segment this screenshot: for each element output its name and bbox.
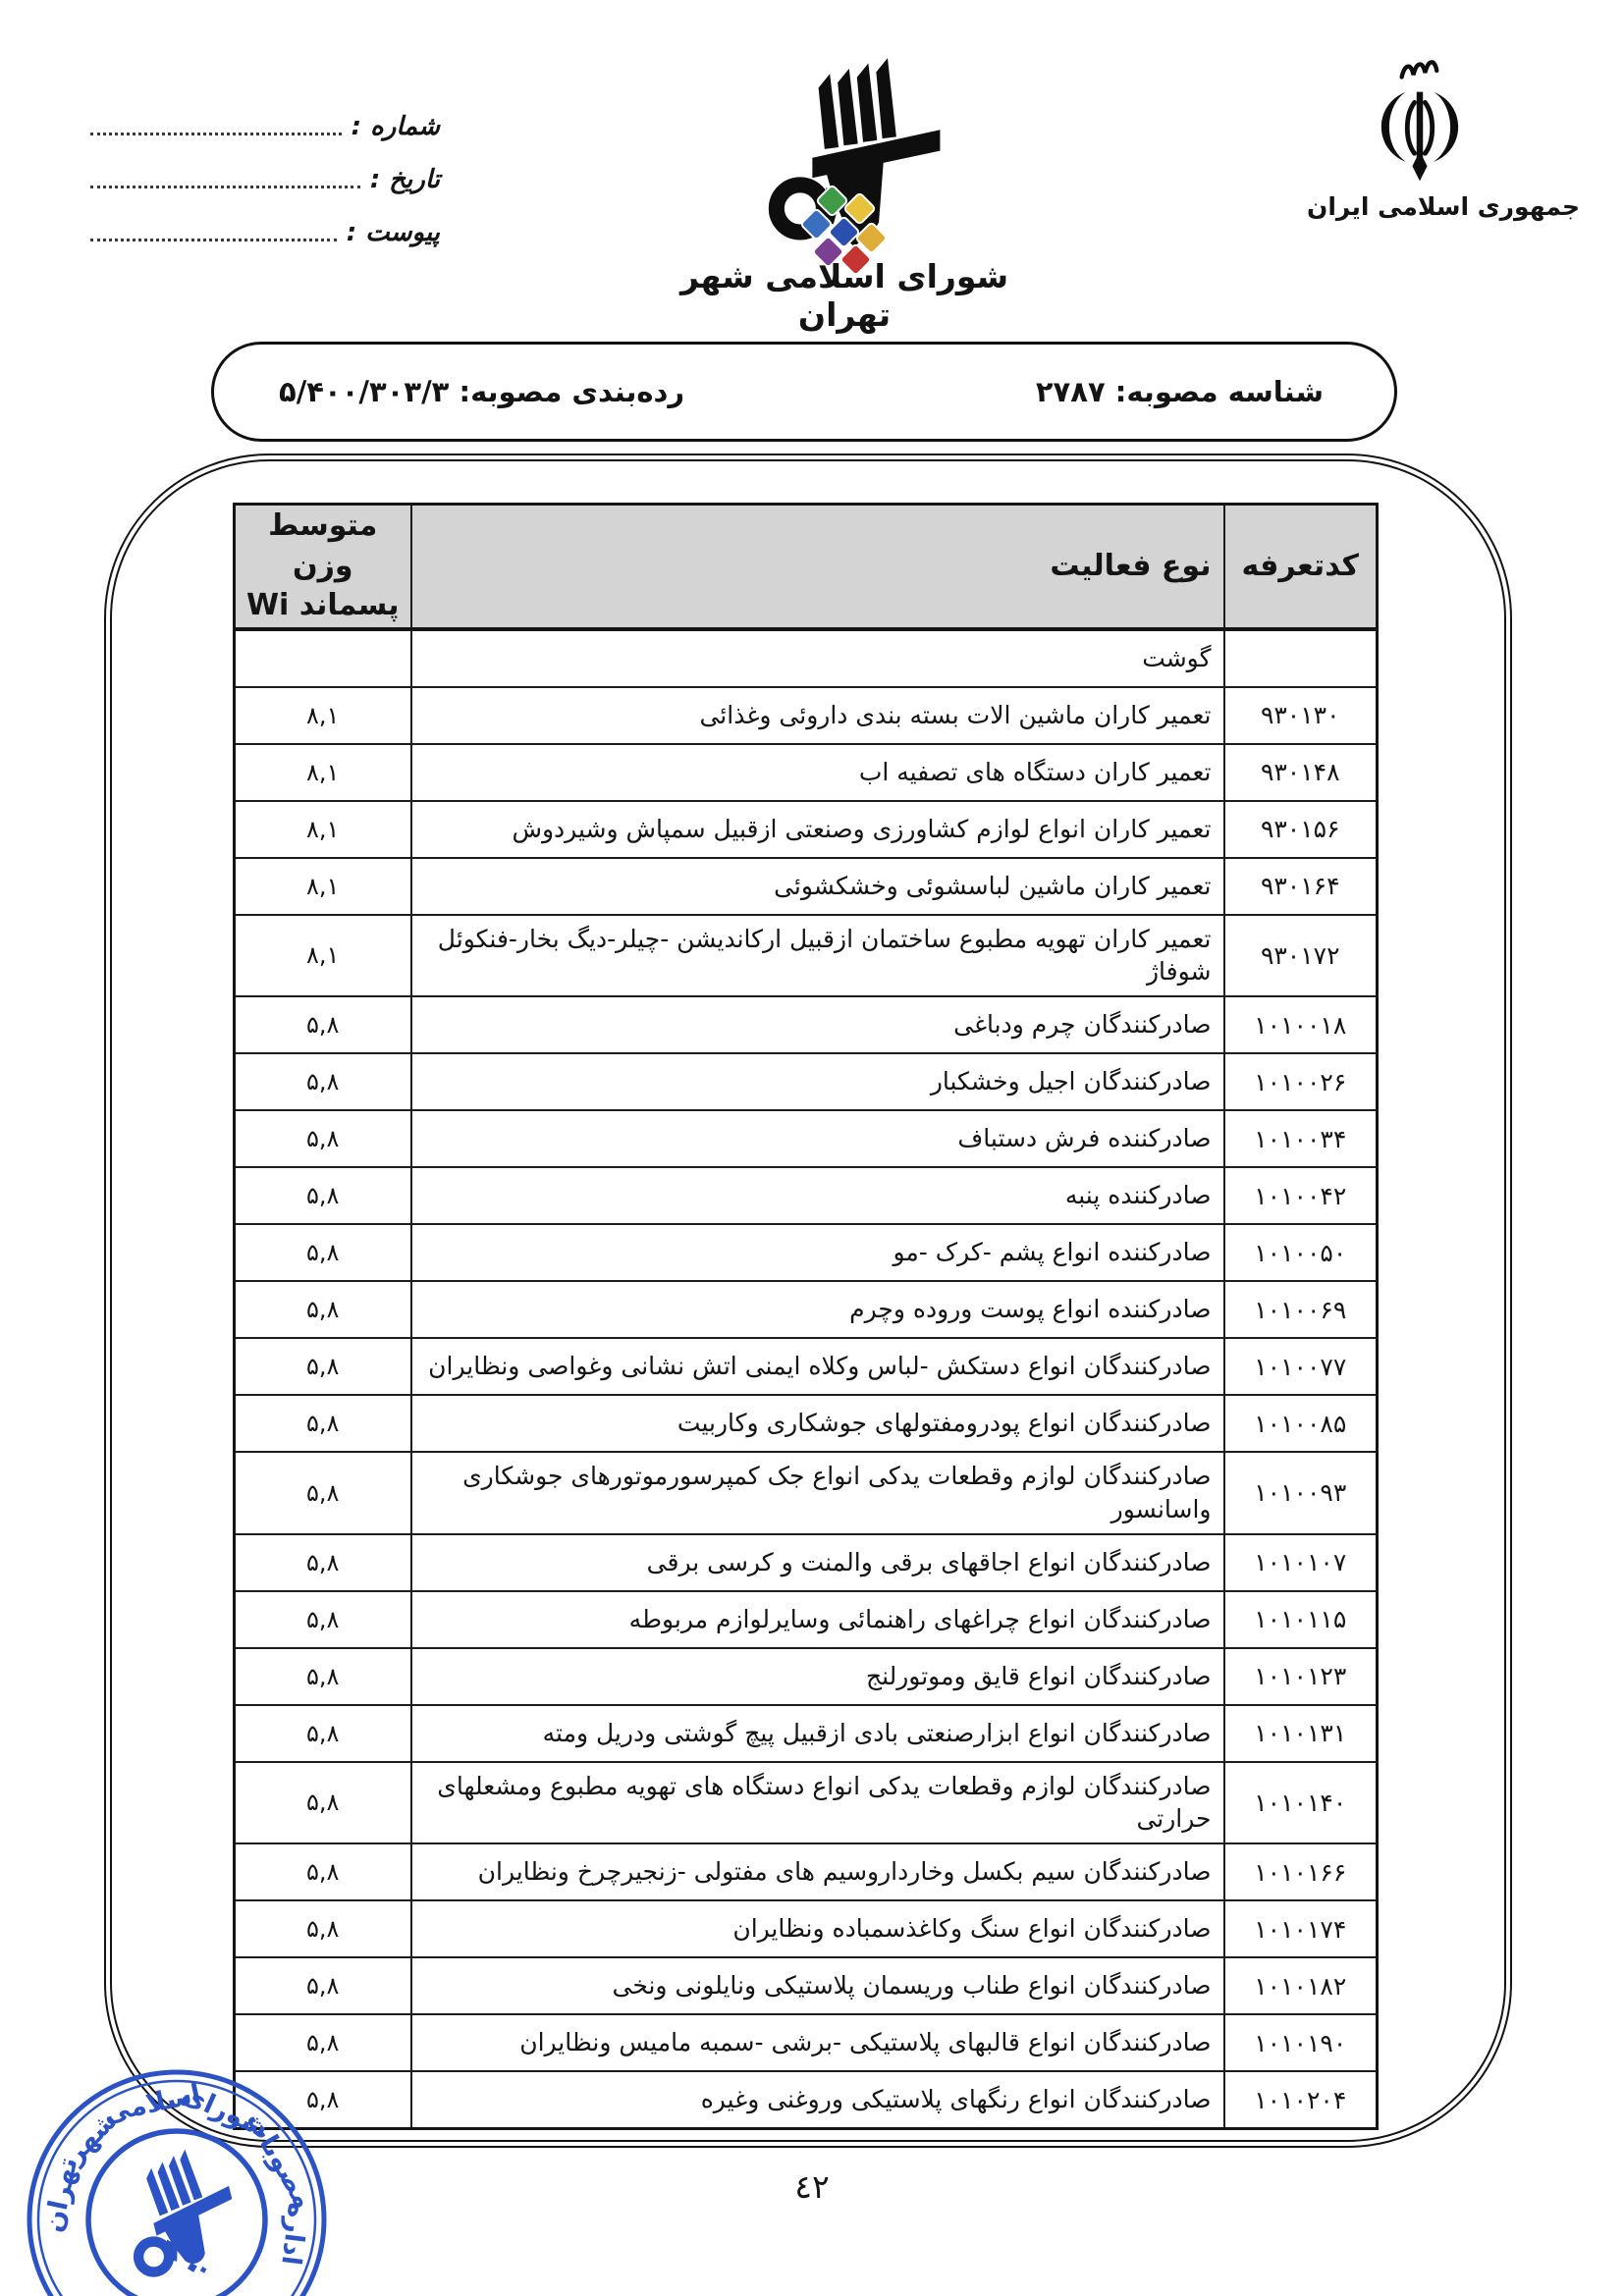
header-code: کدتعرفه [1224,505,1378,629]
cell-weight: ۸,۱ [235,915,411,997]
cell-tariff-code: ۱۰۱۰۰۱۸ [1224,996,1378,1053]
dotted-line [90,133,342,135]
cell-weight: ۵,۸ [235,1900,411,1957]
cell-weight: ۸,۱ [235,801,411,858]
table-row [235,1110,1378,1167]
cell-activity: تعمیر کاران ماشین لباسشوئی وخشکشوئی [411,858,1224,915]
cell-activity: صادرکنندگان چرم ودباغی [411,996,1224,1053]
cell-tariff-code: ۱۰۱۰۱۹۰ [1224,2014,1378,2071]
cell-tariff-code: ۱۰۱۰۰۷۷ [1224,1338,1378,1395]
table-row [235,1648,1378,1705]
dotted-line [90,239,337,241]
cell-activity: صادرکنندگان انواع قالبهای پلاستیکی -برشی -سمبه مامیس ونظایران [411,2014,1224,2071]
cell-activity: صادرکنندگان انواع اجاقهای برقی والمنت و کرسی برقی [411,1534,1224,1591]
cell-activity: گوشت [411,629,1224,687]
cell-activity: تعمیر کاران ماشین الات بسته بندی داروئی وغذائی [411,687,1224,744]
cell-tariff-code: ۱۰۱۰۱۶۶ [1224,1843,1378,1900]
cell-weight: ۸,۱ [235,687,411,744]
table-body [235,629,1378,2129]
cell-weight: ۵,۸ [235,1167,411,1224]
svg-text:مصوبات: مصوبات [240,2107,319,2215]
cell-weight: ۵,۸ [235,1591,411,1648]
table-row [235,629,1378,687]
council-logo [751,51,947,257]
cell-tariff-code: ۹۳۰۱۵۶ [1224,801,1378,858]
cell-activity: صادرکنندگان لوازم وقطعات یدکی انواع دستگاه های تهویه مطبوع ومشعلهای حرارتی [411,1762,1224,1844]
cell-tariff-code: ۱۰۱۰۰۵۰ [1224,1224,1378,1281]
cell-weight: ۵,۸ [235,1534,411,1591]
table-row [235,1900,1378,1957]
cell-activity: تعمیر کاران تهویه مطبوع ساختمان ازقبیل ارکاندیشن -چیلر-دیگ بخار-فنکوئل شوفاژ [411,915,1224,997]
cell-weight: ۸,۱ [235,858,411,915]
field-attachment [86,196,440,249]
cell-weight: ۵,۸ [235,1281,411,1338]
cell-weight: ۵,۸ [235,1224,411,1281]
cell-weight: ۵,۸ [235,1110,411,1167]
table-row [235,687,1378,744]
cell-activity: صادرکننده انواع پوست وروده وچرم [411,1281,1224,1338]
tariff-table [233,503,1379,2130]
iran-emblem-icon [1367,59,1473,188]
table-row [235,1534,1378,1591]
cell-activity: صادرکنندگان انواع چراغهای راهنمائی وسایرلوازم مربوطه [411,1591,1224,1648]
resolution-id: شناسه مصوبه: ۲۷۸۷ [1035,375,1324,408]
svg-text:شهر: شهر [59,2105,124,2170]
cell-weight: ۵,۸ [235,1053,411,1110]
table-row [235,1224,1378,1281]
cell-tariff-code: ۱۰۱۰۰۴۲ [1224,1167,1378,1224]
table-row [235,1167,1378,1224]
cell-tariff-code: ۹۳۰۱۷۲ [1224,915,1378,997]
table-row [235,801,1378,858]
cell-activity: صادرکننده فرش دستباف [411,1110,1224,1167]
cell-weight: ۵,۸ [235,996,411,1053]
cell-activity: صادرکنندگان انواع ابزارصنعتی بادی ازقبیل پیچ گوشتی ودریل ومته [411,1705,1224,1762]
svg-text:اداره: اداره [275,2201,313,2268]
table-row [235,1591,1378,1648]
cell-tariff-code: ۱۰۱۰۱۴۰ [1224,1762,1378,1844]
table-row [235,915,1378,997]
cell-tariff-code: ۱۰۱۰۱۸۲ [1224,1957,1378,2014]
cell-activity: تعمیر کاران دستگاه های تصفیه اب [411,744,1224,801]
cell-tariff-code: ۱۰۱۰۰۸۵ [1224,1395,1378,1452]
table-row [235,1395,1378,1452]
table-row [235,996,1378,1053]
emblem-caption: جمهوری اسلامی ایران [1307,192,1580,221]
cell-activity: صادرکنندگان انواع رنگهای پلاستیکی وروغنی وغیره [411,2071,1224,2129]
cell-activity: صادرکنندگان لوازم وقطعات یدکی انواع جک کمپرسورموتورهای جوشکاری واسانسور [411,1452,1224,1534]
cell-weight: ۵,۸ [235,1338,411,1395]
council-logo-caption: شورای اسلامی شهر تهران [679,257,1009,334]
stamp-council-logo-icon [116,2141,248,2287]
cell-activity: صادرکنندگان انواع طناب وریسمان پلاستیکی ونایلونی ونخی [411,1957,1224,2014]
cell-tariff-code: ۱۰۱۰۱۲۳ [1224,1648,1378,1705]
resolution-classification: رده‌بندی مصوبه: ۵/۴۰۰/۳۰۳/۳ [279,375,685,408]
table-row [235,858,1378,915]
cell-activity: صادرکنندگان انواع سنگ وکاغذسمباده ونظایران [411,1900,1224,1957]
cell-weight: ۵,۸ [235,1843,411,1900]
cell-weight [235,629,411,687]
table-row [235,1843,1378,1900]
table-row [235,1452,1378,1534]
cell-activity: صادرکنندگان انواع دستکش -لباس وکلاه ایمنی اتش نشانی وغواصی ونظایران [411,1338,1224,1395]
cell-tariff-code [1224,629,1378,687]
cell-activity: صادرکنندگان انواع پودرومفتولهای جوشکاری وکاربیت [411,1395,1224,1452]
cell-activity: تعمیر کاران انواع لوازم کشاورزی وصنعتی ازقبیل سمپاش وشیردوش [411,801,1224,858]
header-weight: متوسط وزن پسماند Wi [235,505,411,629]
svg-text:اسلامی: اسلامی [100,2078,204,2129]
cell-tariff-code: ۱۰۱۰۱۳۱ [1224,1705,1378,1762]
table-row [235,744,1378,801]
cell-tariff-code: ۱۰۱۰۰۹۳ [1224,1452,1378,1534]
svg-text:تهران: تهران [37,2155,84,2235]
letterhead-fields [86,90,440,249]
logo-tile-gold [857,224,887,253]
table-row [235,1762,1378,1844]
field-attachment-label: پیوست : [346,218,440,247]
table-row [235,2014,1378,2071]
cell-tariff-code: ۹۳۰۱۶۴ [1224,858,1378,915]
logo-tile-green [818,187,847,216]
cell-weight: ۵,۸ [235,1762,411,1844]
cell-tariff-code: ۱۰۱۰۰۳۴ [1224,1110,1378,1167]
table-header-row [235,505,1378,629]
cell-tariff-code: ۱۰۱۰۱۱۵ [1224,1591,1378,1648]
cell-activity: صادرکنندگان اجیل وخشکبار [411,1053,1224,1110]
field-date-label: تاریخ : [369,165,440,194]
cell-tariff-code: ۱۰۱۰۱۷۴ [1224,1900,1378,1957]
header-activity: نوع فعالیت [411,505,1224,629]
cell-weight: ۵,۸ [235,1705,411,1762]
cell-tariff-code: ۹۳۰۱۴۸ [1224,744,1378,801]
cell-weight: ۵,۸ [235,1957,411,2014]
cell-activity: صادرکنندگان انواع قایق وموتورلنج [411,1648,1224,1705]
cell-weight: ۸,۱ [235,744,411,801]
cell-weight: ۵,۸ [235,1395,411,1452]
table-row [235,1053,1378,1110]
resolution-banner [211,342,1397,442]
cell-activity: صادرکننده انواع پشم -کرک -مو [411,1224,1224,1281]
table-row [235,1281,1378,1338]
page-number: ٤٢ [794,2167,830,2206]
field-number-label: شماره : [351,112,440,141]
table-row [235,1957,1378,2014]
table-row [235,1705,1378,1762]
table-row [235,2071,1378,2129]
cell-activity: صادرکنندگان سیم بکسل وخارداروسیم های مفتولی -زنجیرچرخ ونظایران [411,1843,1224,1900]
cell-tariff-code: ۱۰۱۰۰۶۹ [1224,1281,1378,1338]
logo-tile-yellow [845,194,875,224]
cell-tariff-code: ۱۰۱۰۲۰۴ [1224,2071,1378,2129]
cell-activity: صادرکننده پنبه [411,1167,1224,1224]
cell-tariff-code: ۱۰۱۰۰۲۶ [1224,1053,1378,1110]
field-number [86,90,440,143]
cell-weight: ۵,۸ [235,1648,411,1705]
field-date [86,143,440,196]
cell-tariff-code: ۱۰۱۰۱۰۷ [1224,1534,1378,1591]
council-stamp [12,2055,342,2296]
logo-tile-blue [802,210,832,240]
cell-tariff-code: ۹۳۰۱۳۰ [1224,687,1378,744]
dotted-line [90,186,360,188]
cell-weight: ۵,۸ [235,1452,411,1534]
cell-weight: ۵,۸ [235,2071,411,2129]
svg-text:شورای: شورای [177,2078,273,2144]
table-row [235,1338,1378,1395]
cell-weight: ۵,۸ [235,2014,411,2071]
